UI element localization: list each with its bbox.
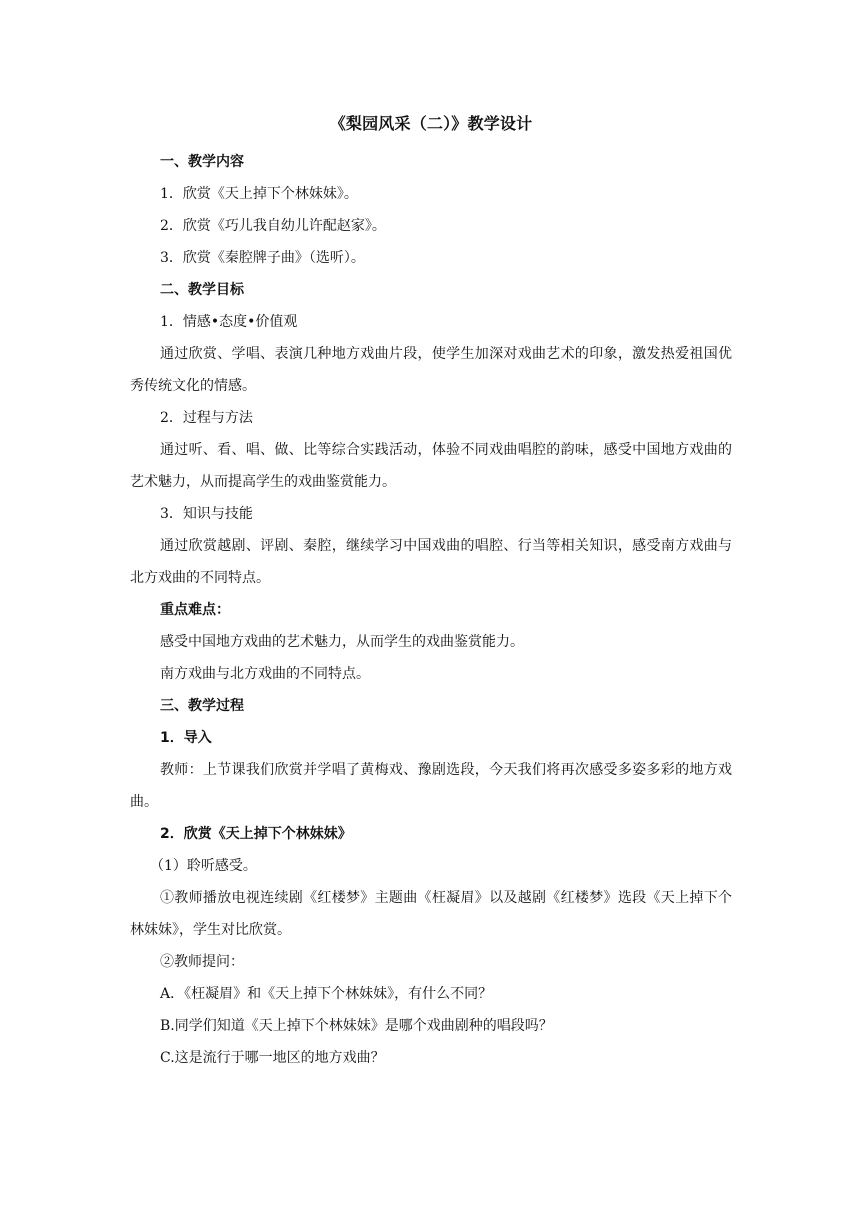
goal-subtitle-process: 2．过程与方法	[160, 410, 253, 426]
step-item-play: ①教师播放电视连续剧《红楼梦》主题曲《枉凝眉》以及越剧《红楼梦》选段《天上掉下个林妹妹》，学生对比欣赏。	[130, 890, 732, 938]
section-heading-teaching-process: 三、教学过程	[160, 698, 244, 714]
step-text-intro: 教师：上节课我们欣赏并学唱了黄梅戏、豫剧选段，今天我们将再次感受多姿多彩的地方戏曲。	[130, 762, 732, 810]
section-heading-teaching-content: 一、教学内容	[160, 154, 244, 170]
step-heading-appreciation: 2．欣赏《天上掉下个林妹妹》	[160, 826, 352, 842]
key-point-2: 南方戏曲与北方戏曲的不同特点。	[160, 666, 370, 682]
goal-text-knowledge: 通过欣赏越剧、评剧、秦腔，继续学习中国戏曲的唱腔、行当等相关知识，感受南方戏曲与北方戏曲的不同特点。	[130, 538, 732, 586]
document-body	[130, 112, 732, 1074]
step-item-ask: ②教师提问：	[160, 954, 244, 970]
goal-text-process: 通过听、看、唱、做、比等综合实践活动，体验不同戏曲唱腔的韵味，感受中国地方戏曲的艺术魅力，从而提高学生的戏曲鉴赏能力。	[130, 442, 732, 490]
question-b: B.同学们知道《天上掉下个林妹妹》是哪个戏曲剧种的唱段吗？	[160, 1018, 553, 1034]
step-heading-intro: 1．导入	[160, 730, 212, 746]
key-point-1: 感受中国地方戏曲的艺术魅力，从而学生的戏曲鉴赏能力。	[160, 634, 524, 650]
question-c: C.这是流行于哪一地区的地方戏曲？	[160, 1050, 385, 1066]
goal-text-emotion: 通过欣赏、学唱、表演几种地方戏曲片段，使学生加深对戏曲艺术的印象，激发热爱祖国优秀传统文化的情感。	[130, 346, 732, 394]
document-title: 《梨园风采（二）》教学设计	[329, 114, 533, 133]
goal-subtitle-knowledge: 3．知识与技能	[160, 506, 253, 522]
step-sub-listen: （1）聆听感受。	[150, 858, 257, 874]
question-a: A．《枉凝眉》和《天上掉下个林妹妹》，有什么不同？	[160, 986, 493, 1002]
content-item-1: 1．欣赏《天上掉下个林妹妹》。	[160, 186, 358, 202]
section-heading-teaching-goals: 二、教学目标	[160, 282, 244, 298]
key-points-heading: 重点难点：	[160, 602, 230, 618]
goal-subtitle-emotion: 1．情感•态度•价值观	[160, 314, 298, 330]
content-item-2: 2．欣赏《巧儿我自幼儿许配赵家》。	[160, 218, 386, 234]
content-item-3: 3．欣赏《秦腔牌子曲》（选听）。	[160, 250, 365, 266]
